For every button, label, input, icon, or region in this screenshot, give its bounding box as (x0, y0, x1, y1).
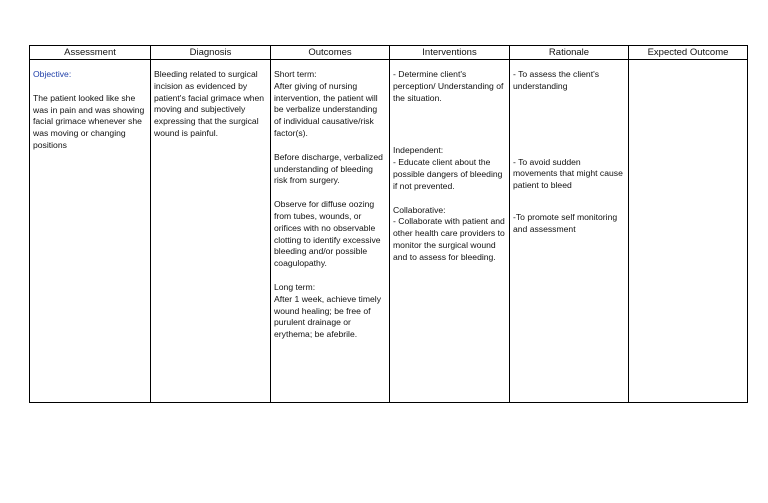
table-row (30, 60, 748, 403)
assessment-cell (30, 60, 151, 403)
outcomes-cell (271, 60, 390, 403)
header-interventions: Interventions (390, 46, 510, 60)
interventions-first: - Determine client's perception/ Understanding of the situation. (393, 69, 504, 103)
rationale-first: - To assess the client's understanding (513, 69, 600, 91)
interventions-collaborative-text: - Collaborate with patient and other health care providers to monitor the surgical wound and to assess for bleeding. (393, 216, 505, 262)
interventions-independent-heading: Independent: (393, 145, 444, 156)
interventions-cell (390, 60, 510, 403)
outcomes-long-text: After 1 week, achieve timely wound healing; be free of purulent drainage or erythema; be afebrile. (274, 293, 381, 340)
header-rationale: Rationale (510, 46, 629, 60)
expected-outcome-cell (629, 60, 748, 403)
outcomes-discharge-text: Before discharge, verbalized understanding of bleeding risk from surgery. (274, 151, 383, 186)
interventions-collaborative-heading: Collaborative: (393, 204, 446, 215)
rationale-second: - To avoid sudden movements that might cause patient to bleed (513, 156, 623, 191)
header-expected-outcome: Expected Outcome (629, 46, 748, 60)
diagnosis-text: Bleeding related to surgical incision as evidenced by patient's facial grimace when moving and subjectively expressing that the surgical wound is painful. (154, 69, 265, 138)
rationale-cell (510, 60, 629, 403)
care-plan-table (29, 45, 748, 403)
interventions-independent-text: - Educate client about the possible dangers of bleeding if not prevented. (393, 157, 503, 191)
assessment-heading: Objective: (33, 69, 72, 79)
diagnosis-cell (151, 60, 271, 403)
outcomes-long-heading: Long term: (274, 281, 316, 292)
outcomes-short-heading: Short term: (274, 69, 317, 79)
outcomes-short-text: After giving of nursing intervention, the patient will be verbalize understanding of individual causative/risk factor(s). (274, 80, 378, 138)
header-diagnosis: Diagnosis (151, 46, 271, 60)
rationale-third: -To promote self monitoring and assessment (513, 211, 618, 234)
header-assessment: Assessment (30, 46, 151, 60)
outcomes-observe-text: Observe for diffuse oozing from tubes, wounds, or orifices with no observable clotting to identify excessive bleeding and/or possible coagulopathy. (274, 199, 381, 269)
header-outcomes: Outcomes (271, 46, 390, 60)
assessment-text: The patient looked like she was in pain and was showing facial grimace whenever she was moving or changing positions (33, 92, 145, 150)
header-row (30, 46, 748, 60)
